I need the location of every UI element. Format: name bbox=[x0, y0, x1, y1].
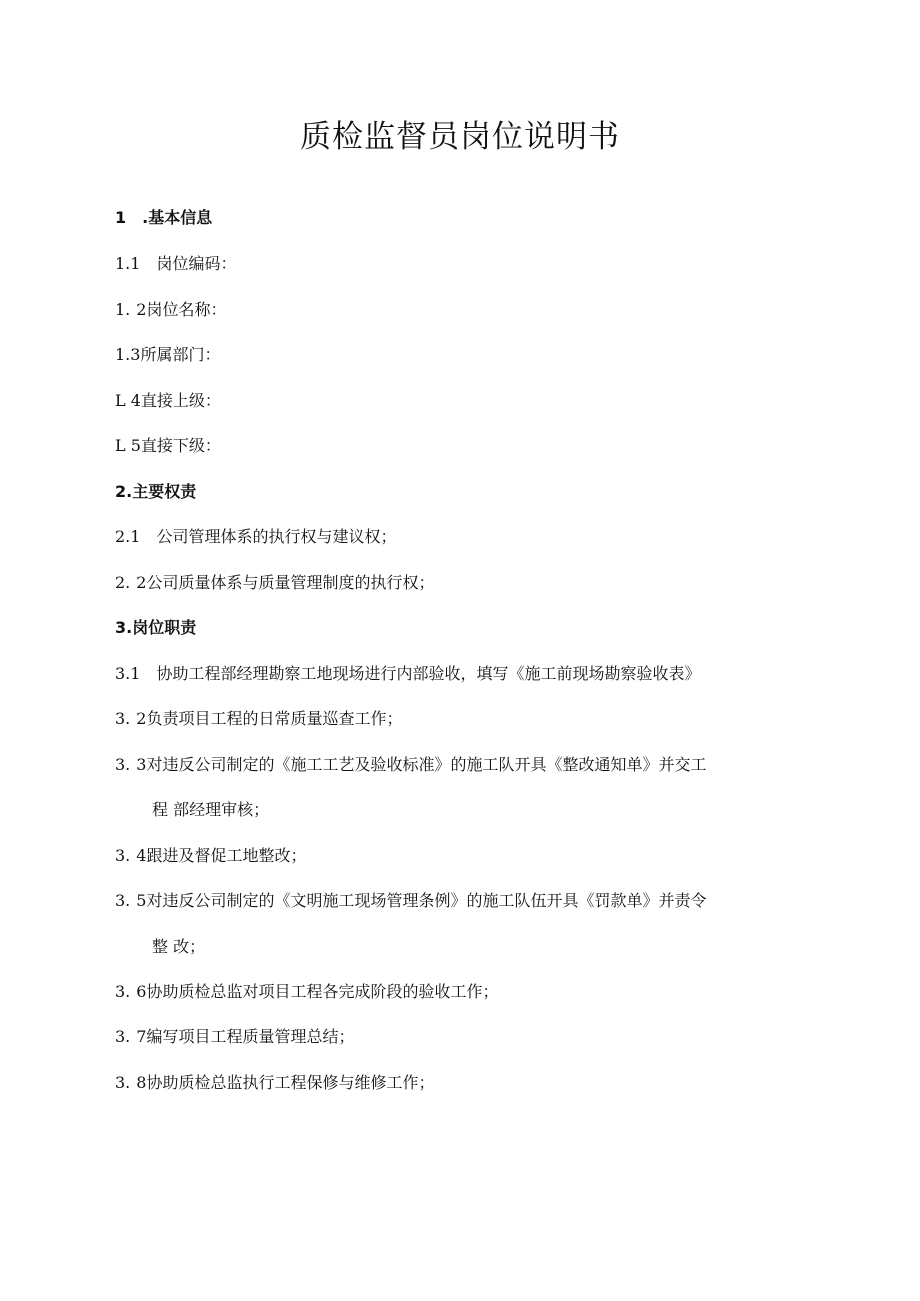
item-number: 3. bbox=[115, 755, 131, 774]
document-title: 质检监督员岗位说明书 bbox=[300, 119, 620, 155]
list-item bbox=[115, 889, 706, 913]
section-heading-basic-info bbox=[115, 206, 212, 230]
item-text: 6协助质检总监对项目工程各完成阶段的验收工作； bbox=[136, 982, 499, 1001]
item-text: 5对违反公司制定的《文明施工现场管理条例》的施工队伍开具《罚款单》并责令 bbox=[136, 891, 707, 910]
list-item bbox=[115, 571, 434, 595]
item-text: 岗位编码： bbox=[156, 254, 237, 273]
list-item bbox=[115, 525, 396, 549]
section-number: 1 bbox=[115, 208, 127, 227]
item-number: 3. bbox=[115, 709, 131, 728]
list-item bbox=[115, 1071, 434, 1095]
item-text: L 4直接上级： bbox=[115, 391, 221, 410]
list-item bbox=[115, 980, 498, 1004]
item-text: 2岗位名称： bbox=[136, 300, 227, 319]
list-item bbox=[115, 1025, 354, 1049]
list-item bbox=[115, 662, 700, 686]
section-heading-authority: 2.主要权责 bbox=[115, 482, 197, 501]
item-number: 3. bbox=[115, 891, 131, 910]
list-item bbox=[115, 753, 706, 777]
item-text: 协助工程部经理勘察工地现场进行内部验收，填写《施工前现场勘察验收表》 bbox=[156, 664, 701, 683]
item-number: 1.1 bbox=[115, 254, 141, 273]
item-text: L 5直接下级： bbox=[115, 436, 221, 455]
item-text: 公司管理体系的执行权与建议权； bbox=[156, 527, 397, 546]
item-number: 2. bbox=[115, 573, 131, 592]
list-item bbox=[115, 343, 220, 367]
list-item-continuation: 整 改； bbox=[152, 937, 206, 956]
list-item bbox=[115, 252, 236, 276]
list-item bbox=[115, 298, 226, 322]
item-text: 2公司质量体系与质量管理制度的执行权； bbox=[136, 573, 435, 592]
item-number: 3. bbox=[115, 846, 131, 865]
list-item-continuation: 程 部经理审核； bbox=[152, 800, 270, 819]
item-text: 8协助质检总监执行工程保修与维修工作； bbox=[136, 1073, 435, 1092]
item-number: 2.1 bbox=[115, 527, 141, 546]
list-item bbox=[115, 434, 221, 458]
section-title: .基本信息 bbox=[142, 208, 213, 227]
item-number: 1. bbox=[115, 300, 131, 319]
item-text: 4跟进及督促工地整改； bbox=[136, 846, 307, 865]
item-text: 7编写项目工程质量管理总结； bbox=[136, 1027, 355, 1046]
list-item bbox=[115, 389, 221, 413]
item-number: 3. bbox=[115, 1073, 131, 1092]
section-heading-duties: 3.岗位职责 bbox=[115, 618, 197, 637]
item-number: 3. bbox=[115, 1027, 131, 1046]
item-number: 3. bbox=[115, 982, 131, 1001]
item-text: 2负责项目工程的日常质量巡查工作； bbox=[136, 709, 403, 728]
item-number: 3.1 bbox=[115, 664, 141, 683]
item-text: 3对违反公司制定的《施工工艺及验收标准》的施工队开具《整改通知单》并交工 bbox=[136, 755, 707, 774]
list-item bbox=[115, 707, 402, 731]
list-item bbox=[115, 844, 306, 868]
item-text: 1.3所属部门： bbox=[115, 345, 221, 364]
